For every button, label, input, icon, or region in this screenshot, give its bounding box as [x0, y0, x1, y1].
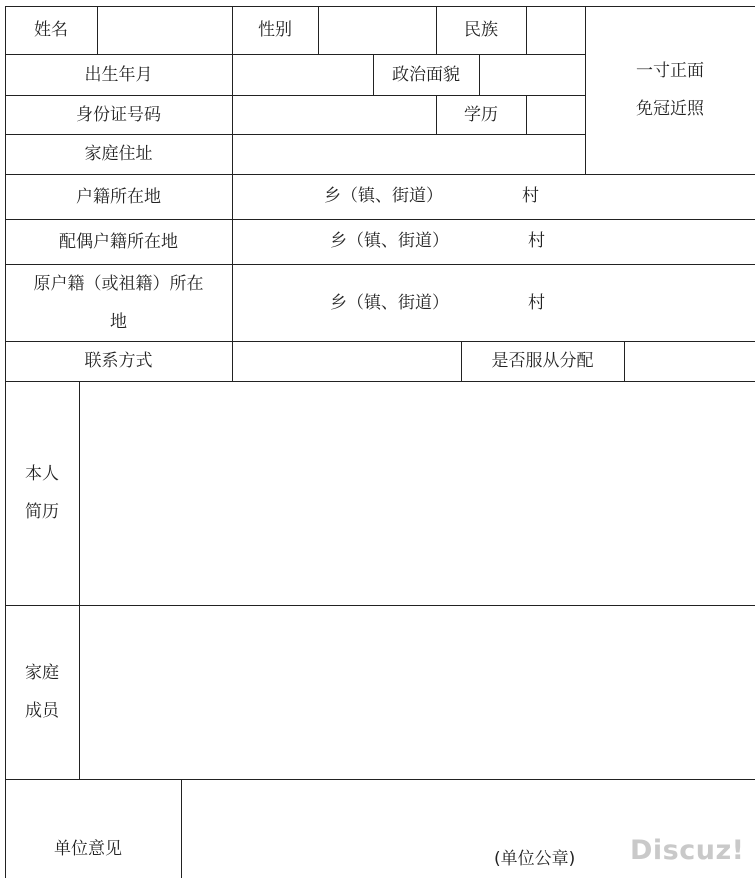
id-number-field[interactable] [232, 95, 436, 134]
gender-label: 性别 [258, 20, 292, 40]
grid-line [479, 54, 480, 95]
grid-line [461, 341, 462, 381]
obey-assignment-field[interactable] [624, 341, 755, 381]
photo-box[interactable] [585, 6, 755, 174]
unit-seal-text: (单位公章) [494, 849, 576, 869]
grid-line [5, 381, 755, 382]
photo-caption-line1: 一寸正面 [636, 61, 704, 81]
political-field[interactable] [479, 54, 585, 95]
origin-hukou-label: 原户籍（或祖籍）所在 地 [33, 273, 204, 332]
origin-village-text: 村 [528, 293, 545, 313]
family-field[interactable] [79, 605, 755, 779]
address-field[interactable] [232, 134, 585, 174]
resume-field[interactable] [79, 381, 755, 605]
grid-line [5, 605, 755, 606]
ethnicity-field[interactable] [526, 6, 585, 54]
grid-line [232, 6, 233, 381]
grid-line [5, 174, 755, 175]
grid-line [5, 6, 6, 878]
birth-label: 出生年月 [84, 64, 153, 85]
hukou-township-text: 乡（镇、街道） [324, 186, 443, 206]
spouse-village-text: 村 [528, 231, 545, 251]
grid-line [436, 6, 437, 54]
education-label: 学历 [464, 104, 498, 125]
discuz-watermark: Discuz! [630, 835, 745, 866]
education-field[interactable] [526, 95, 585, 134]
grid-line [5, 6, 755, 7]
unit-opinion-label: 单位意见 [54, 839, 122, 859]
grid-line [585, 6, 586, 174]
grid-line [5, 341, 755, 342]
id-number-label: 身份证号码 [76, 104, 161, 125]
hukou-field[interactable] [232, 174, 755, 219]
gender-field[interactable] [318, 6, 436, 54]
grid-line [373, 54, 374, 95]
grid-line [5, 779, 755, 780]
resume-label: 本人 简历 [25, 464, 59, 522]
grid-line [5, 219, 755, 220]
address-label: 家庭住址 [84, 144, 153, 164]
spouse-hukou-field[interactable] [232, 219, 755, 264]
spouse-township-text: 乡（镇、街道） [330, 231, 449, 251]
grid-line [436, 95, 437, 134]
grid-line [318, 6, 319, 54]
grid-line [79, 381, 80, 779]
hukou-village-text: 村 [522, 186, 539, 206]
origin-township-text: 乡（镇、街道） [330, 293, 449, 313]
name-field[interactable] [97, 6, 232, 54]
grid-line [5, 54, 585, 55]
ethnicity-label: 民族 [464, 20, 498, 40]
birth-field[interactable] [232, 54, 373, 95]
grid-line [5, 264, 755, 265]
name-label: 姓名 [34, 20, 68, 40]
grid-line [5, 95, 585, 96]
grid-line [97, 6, 98, 54]
origin-hukou-field[interactable] [232, 264, 755, 341]
grid-line [624, 341, 625, 381]
spouse-hukou-label: 配偶户籍所在地 [59, 231, 178, 252]
grid-line [181, 779, 182, 878]
grid-line [526, 95, 527, 134]
family-label: 家庭 成员 [25, 663, 59, 721]
obey-assignment-label: 是否服从分配 [491, 351, 594, 371]
contact-label: 联系方式 [84, 351, 153, 371]
hukou-label: 户籍所在地 [76, 186, 161, 207]
contact-field[interactable] [232, 341, 461, 381]
grid-line [526, 6, 527, 54]
photo-caption-line2: 免冠近照 [636, 99, 704, 119]
grid-line [5, 134, 585, 135]
political-label: 政治面貌 [392, 64, 460, 85]
